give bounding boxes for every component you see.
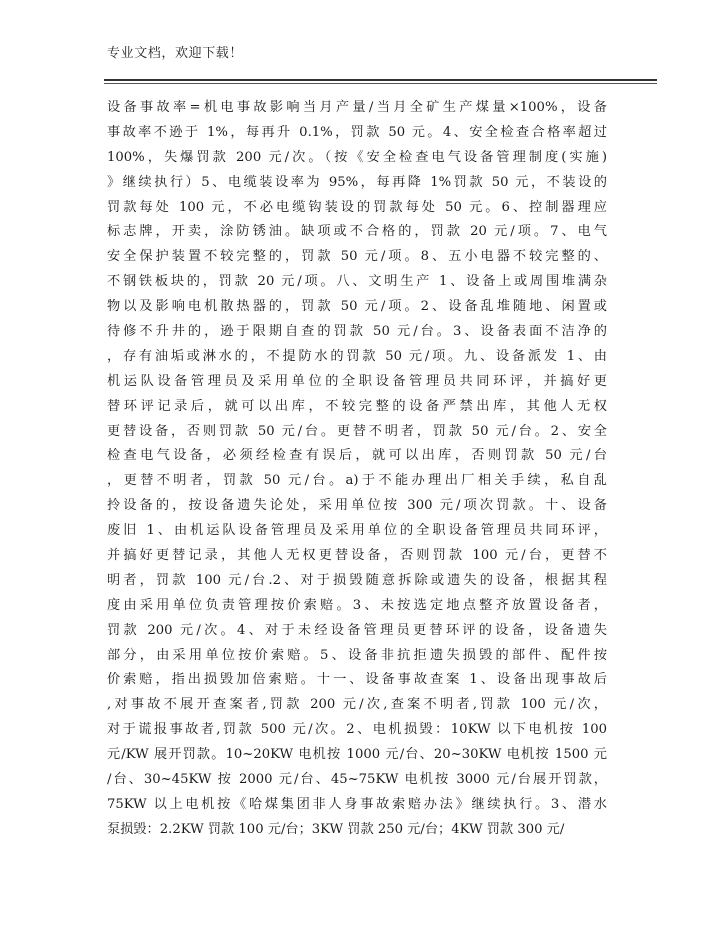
body-line: 对于谎报事故者,罚款 500 元/次。2、电机损毁：10KW 以下电机按 100 <box>107 722 607 738</box>
body-line: /台、30~45KW 按 2000 元/台、45~75KW 电机按 3000 元/台展开罚款， <box>107 772 607 788</box>
header-divider-thick <box>104 79 657 81</box>
body-line: 部分，由采用单位按价索赔。5、设备非抗拒遗失损毁的部件、配件按 <box>107 647 607 663</box>
body-line: 价索赔，指出损毁加倍索赔。十一、设备事故查案 1、设备出现事故后 <box>107 672 607 688</box>
body-line: 罚款 200 元/次。4、对于未经设备管理员更替环评的设备，设备遗失 <box>107 622 607 638</box>
body-line: ，存有油垢或淋水的，不提防水的罚款 50 元/项。九、设备派发 1、由 <box>107 348 607 364</box>
body-line: ，更替不明者，罚款 50 元/台。a)于不能办理出厂相关手续，私自乱 <box>107 473 607 489</box>
body-line: 安全保护装置不较完整的，罚款 50 元/项。8、五小电器不较完整的、 <box>107 249 607 265</box>
body-line: 检查电气设备，必须经检查有误后，就可以出库，否则罚款 50 元/台 <box>107 448 607 464</box>
document-body <box>107 96 607 843</box>
body-line: 拎设备的，按设备遗失论处，采用单位按 300 元/项次罚款。十、设备 <box>107 498 607 514</box>
body-line: 事故率不逊于 1%，每再升 0.1%，罚款 50 元。4、安全检查合格率超过 <box>107 124 607 140</box>
body-line: 元/KW 展开罚款。10~20KW 电机按 1000 元/台、20~30KW 电机按 1500 元 <box>107 747 607 763</box>
body-line: 机运队设备管理员及采用单位的全职设备管理员共同环评，并搞好更 <box>107 373 607 389</box>
body-line: 替环评记录后，就可以出库，不较完整的设备严禁出库，其他人无权 <box>107 398 607 414</box>
body-line: 》继续执行）5、电缆装设率为 95%，每再降 1%罚款 50 元，不装设的 <box>107 174 607 190</box>
body-line: 废旧 1、由机运队设备管理员及采用单位的全职设备管理员共同环评， <box>107 523 607 539</box>
body-line: 泵损毁：2.2KW 罚款 100 元/台；3KW 罚款 250 元/台；4KW 罚款 300 元/ <box>107 821 565 837</box>
header-divider-thin <box>104 83 657 84</box>
body-line: 设备事故率=机电事故影响当月产量/当月全矿生产煤量×100%，设备 <box>107 100 607 115</box>
body-line: 标志牌，开卖，涂防锈油。缺项或不合格的，罚款 20 元/项。7、电气 <box>107 224 607 240</box>
body-line: 度由采用单位负责管理按价索赔。3、未按选定地点整齐放置设备者， <box>107 597 607 613</box>
body-line: 物以及影响电机散热器的，罚款 50 元/项。2、设备乱堆随地、闲置或 <box>107 299 607 315</box>
body-line: 更替设备，否则罚款 50 元/台。更替不明者，罚款 50 元/台。2、安全 <box>107 423 607 439</box>
body-line: 待修不升井的，逊于限期自查的罚款 50 元/台。3、设备表面不洁净的 <box>107 324 607 340</box>
body-line: 75KW 以上电机按《哈煤集团非人身事故索赔办法》继续执行。3、潜水 <box>107 796 607 812</box>
body-line: 不钢铁板块的，罚款 20 元/项。八、文明生产 1、设备上或周围堆满杂 <box>107 274 607 290</box>
body-line: 100%，失爆罚款 200 元/次。（按《安全检查电气设备管理制度(实施) <box>107 149 607 165</box>
body-line: ,对事故不展开查案者,罚款 200 元/次,查案不明者,罚款 100 元/次， <box>107 697 607 713</box>
page-header: 专业文档，欢迎下载！ <box>107 46 244 61</box>
body-line: 明者，罚款 100 元/台.2、对于损毁随意拆除或遗失的设备，根据其程 <box>107 572 607 588</box>
body-line: 并搞好更替记录，其他人无权更替设备，否则罚款 100 元/台，更替不 <box>107 548 607 564</box>
body-line: 罚款每处 100 元，不必电缆钩装设的罚款每处 50 元。6、控制器理应 <box>107 199 607 215</box>
